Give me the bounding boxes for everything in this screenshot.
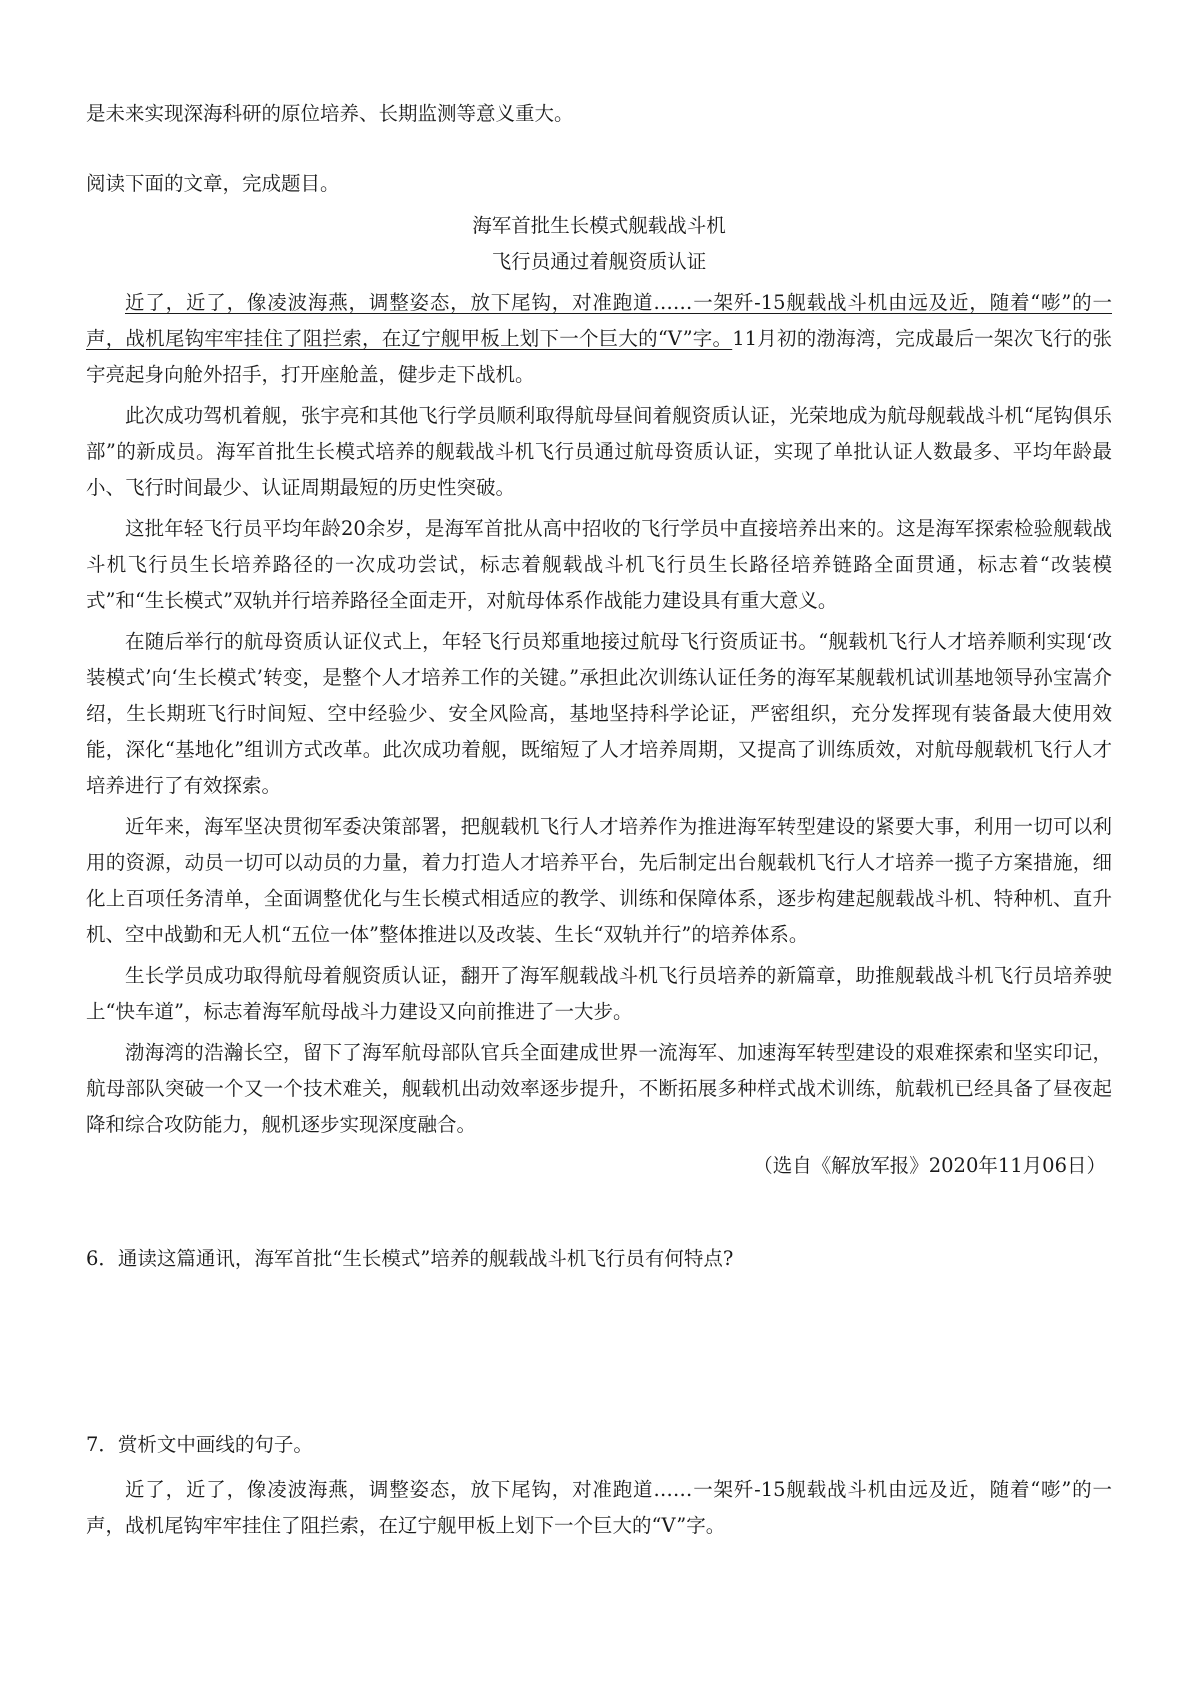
reading-instruction: 阅读下面的文章，完成题目。 [86,172,340,195]
intro-line: 是未来实现深海科研的原位培养、长期监测等意义重大。 [86,102,574,125]
paragraph-7: 渤海湾的浩瀚长空，留下了海军航母部队官兵全面建成世界一流海军、加速海军转型建设的艰难探索和坚实印记，航母部队突破一个又一个技术难关，舰载机出动效率逐步提升，不断拓展多种样式战术训练，航载机已经具备了昼夜起降和综合攻防能力，舰机逐步实现深度融合。 [86,1041,1112,1136]
article-body [86,285,1112,1184]
article-title-line2: 飞行员通过着舰资质认证 [491,250,707,273]
paragraph-4: 在随后举行的航母资质认证仪式上，年轻飞行员郑重地接过航母飞行资质证书。“舰载机飞行人才培养顺利实现‘改装模式’向‘生长模式’转变，是整个人才培养工作的关键。”承担此次训练认证任务的海军某舰载机试训基地领导孙宝嵩介绍，生长期班飞行时间短、空中经验少、安全风险高，基地坚持科学论证，严密组织，充分发挥现有装备最大使用效能，深化“基地化”组训方式改革。此次成功着舰，既缩短了人才培养周期，又提高了训练质效，对航母舰载机飞行人才培养进行了有效探索。 [86,630,1112,797]
source-citation: （选自《解放军报》2020年11月06日） [753,1154,1106,1177]
paragraph-1 [86,285,1112,393]
question-7: 7．赏析文中画线的句子。 [86,1433,313,1456]
question-6: 6．通读这篇通讯，海军首批“生长模式”培养的舰载战斗机飞行员有何特点? [86,1247,734,1270]
underlined-sentence: 近了，近了，像凌波海燕，调整姿态，放下尾钩，对准跑道……一架歼-15舰载战斗机由远及近，随着“嘭”的一声，战机尾钩牢牢挂住了阻拦索，在辽宁舰甲板上划下一个巨大的“V”字。 [86,291,1112,350]
article-title-line1: 海军首批生长模式舰载战斗机 [472,214,726,237]
paragraph-2: 此次成功驾机着舰，张宇亮和其他飞行学员顺利取得航母昼间着舰资质认证，光荣地成为航母舰载战斗机“尾钩俱乐部”的新成员。海军首批生长模式培养的舰载战斗机飞行员通过航母资质认证，实现了单批认证人数最多、平均年龄最小、飞行时间最少、认证周期最短的历史性突破。 [86,404,1112,499]
paragraph-6: 生长学员成功取得航母着舰资质认证，翻开了海军舰载战斗机飞行员培养的新篇章，助推舰载战斗机飞行员培养驶上“快车道”，标志着海军航母战斗力建设又向前推进了一大步。 [86,964,1112,1023]
question-7-quote: 近了，近了，像凌波海燕，调整姿态，放下尾钩，对准跑道……一架歼-15舰载战斗机由远及近，随着“嘭”的一声，战机尾钩牢牢挂住了阻拦索，在辽宁舰甲板上划下一个巨大的“V”字。 [86,1478,1112,1537]
paragraph-5: 近年来，海军坚决贯彻军委决策部署，把舰载机飞行人才培养作为推进海军转型建设的紧要大事，利用一切可以利用的资源，动员一切可以动员的力量，着力打造人才培养平台，先后制定出台舰载机飞行人才培养一揽子方案措施，细化上百项任务清单，全面调整优化与生长模式相适应的教学、训练和保障体系，逐步构建起舰载战斗机、特种机、直升机、空中战勤和无人机“五位一体”整体推进以及改装、生长“双轨并行”的培养体系。 [86,815,1112,946]
paragraph-1-rest: 11月初的渤海湾，完成最后一架次飞行的张宇亮起身向舱外招手，打开座舱盖，健步走下战机。 [86,327,1112,386]
paragraph-3: 这批年轻飞行员平均年龄20余岁，是海军首批从高中招收的飞行学员中直接培养出来的。这是海军探索检验舰载战斗机飞行员生长培养路径的一次成功尝试，标志着舰载战斗机飞行员生长路径培养链路全面贯通，标志着“改装模式”和“生长模式”双轨并行培养路径全面走开，对航母体系作战能力建设具有重大意义。 [86,517,1112,612]
